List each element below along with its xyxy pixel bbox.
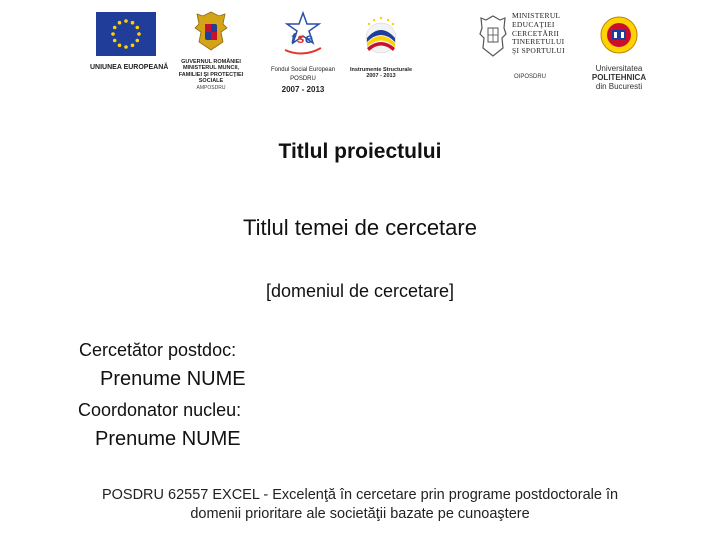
fse-years: 2007 - 2013 (281, 84, 325, 94)
ministry-line: CERCETĂRII (512, 28, 560, 38)
ministry-subcaption: OIPOSDRU (514, 74, 547, 80)
logo-band (0, 0, 720, 112)
ministry-line: ŞI SPORTULUI (512, 46, 565, 56)
coordinator-label: Coordonator nucleu: (78, 400, 242, 420)
ministry-line: EDUCAŢIEI (512, 19, 555, 29)
structural-instruments-logo (346, 12, 416, 80)
ministry-name (512, 12, 565, 56)
fse-caption: Fondul Social European (270, 67, 336, 73)
upb-crest-icon (599, 14, 639, 56)
government-caption: GUVERNUL ROMÂNIEI MINISTERUL MUNCII, FAMILIEI ŞI PROTECŢIEI SOCIALE (178, 59, 244, 84)
project-footer (60, 486, 660, 524)
fse-logo (258, 10, 348, 94)
upb-caption (584, 64, 654, 92)
fse-subcaption: POSDRU (290, 75, 316, 82)
upb-caption-line: din Bucuresti (595, 82, 643, 92)
ministry-logo (476, 12, 572, 92)
project-title: Titlul proiectului (278, 140, 442, 163)
structural-instruments-caption: Instrumente Structurale 2007 - 2013 (349, 67, 413, 80)
government-logo (174, 10, 248, 92)
postdoc-name: Prenume NUME (100, 368, 246, 390)
svg-text:e: e (305, 30, 313, 46)
romania-coat-of-arms-icon (193, 10, 229, 52)
footer-line: POSDRU 62557 EXCEL - Excelenţă în cercetare prin programe postdoctorale în (101, 487, 619, 503)
eu-logo (90, 12, 169, 72)
structural-instruments-icon (353, 12, 409, 58)
fse-logo-icon (275, 10, 331, 60)
ministry-line: MINISTERUL (512, 11, 561, 20)
svg-text:s: s (297, 30, 305, 46)
government-subcaption: AMPOSDRU (196, 85, 226, 92)
svg-text:f: f (291, 30, 296, 46)
eu-flag-icon (96, 12, 156, 56)
postdoc-label: Cercetător postdoc: (79, 340, 237, 360)
research-domain: [domeniul de cercetare] (265, 281, 455, 301)
ministry-crest-icon (478, 14, 508, 64)
research-theme-title: Titlul temei de cercetare (243, 215, 477, 240)
upb-caption-line: POLITEHNICA (591, 73, 647, 83)
ministry-line: TINERETULUI (512, 37, 565, 47)
eu-caption: UNIUNEA EUROPEANĂ (90, 64, 169, 71)
upb-caption-line: Universitatea (595, 64, 643, 73)
footer-line: domenii prioritare ale societăţii bazate pe cunoaştere (190, 506, 530, 522)
coordinator-name: Prenume NUME (95, 428, 241, 450)
upb-logo (584, 14, 654, 92)
